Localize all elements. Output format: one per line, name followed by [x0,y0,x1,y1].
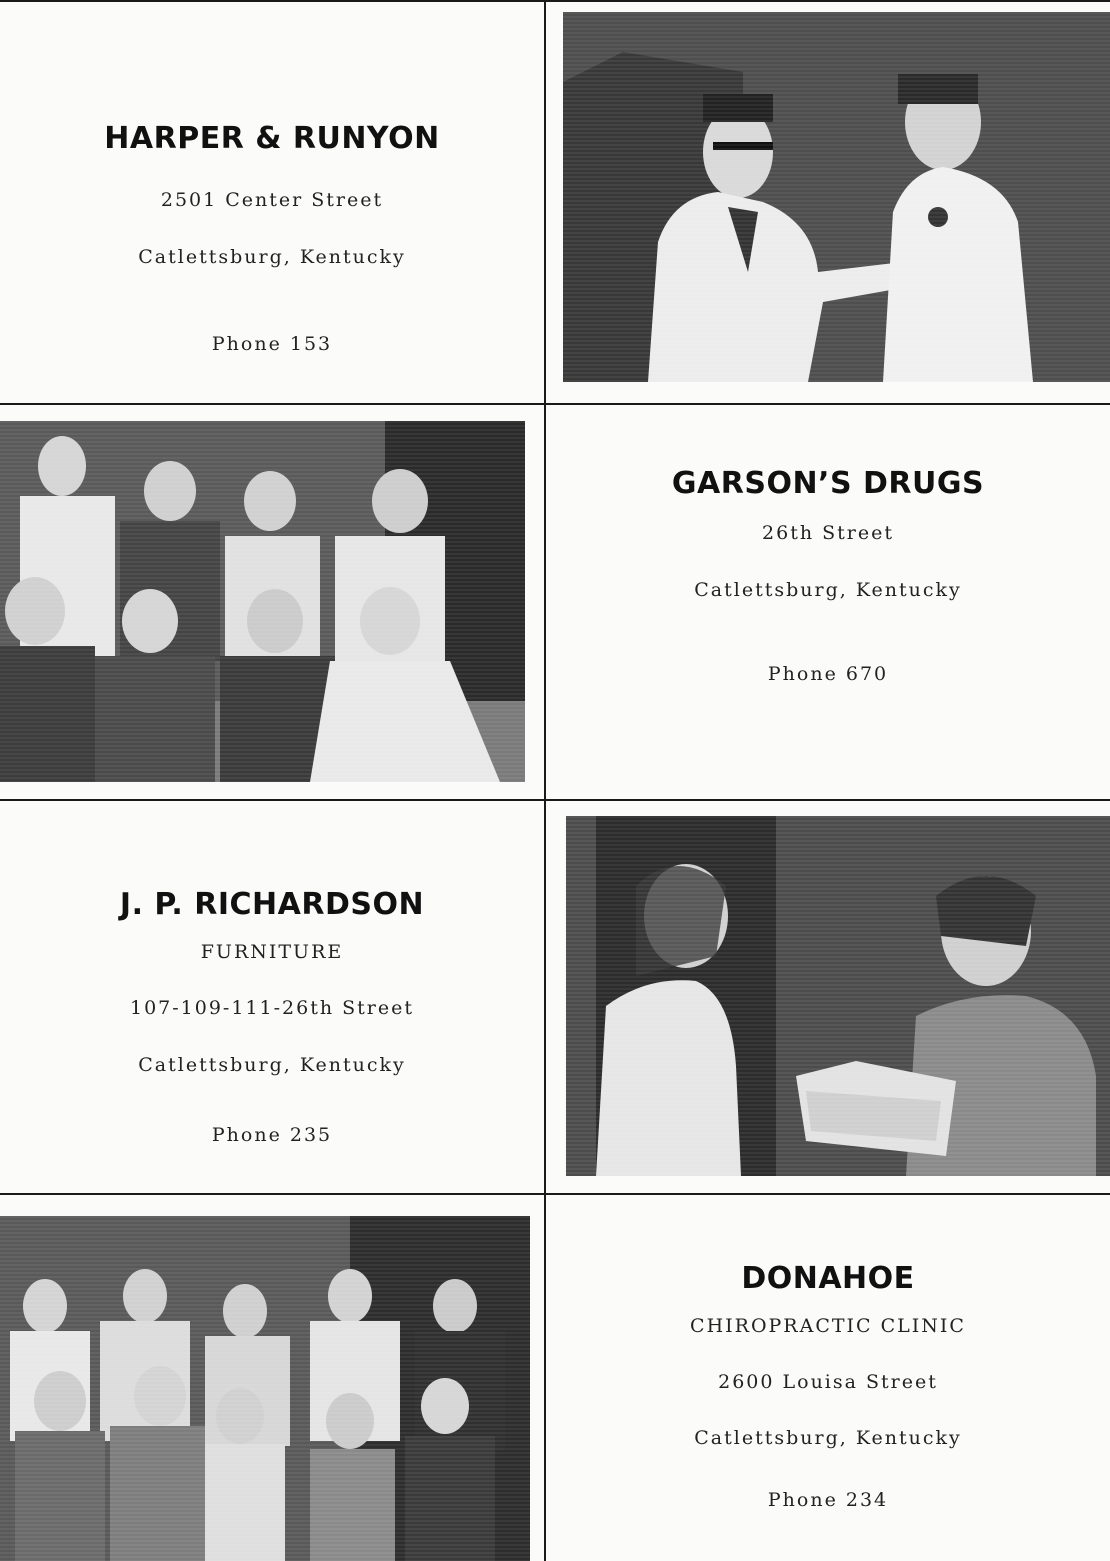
product-line: FURNITURE [200,941,344,963]
service-line: CHIROPRACTIC CLINIC [690,1315,966,1337]
ad-jp-richardson [0,801,544,1193]
photo-certificate [566,816,1110,1176]
ad-donahoe [546,1195,1110,1561]
business-name: DONAHOE [741,1261,915,1296]
phone-line: Phone 234 [767,1489,889,1511]
ad-harper-runyon [0,0,544,403]
address-line: 26th Street [762,522,894,544]
city-line: Catlettsburg, Kentucky [138,246,406,268]
city-line: Catlettsburg, Kentucky [138,1054,406,1076]
phone-line: Phone 235 [211,1124,333,1146]
photo-group-ten [0,1216,530,1561]
phone-line: Phone 153 [211,333,333,355]
address-line: 107-109-111-26th Street [129,997,414,1019]
business-name: HARPER & RUNYON [104,121,440,156]
address-line: 2600 Louisa Street [718,1371,938,1393]
city-line: Catlettsburg, Kentucky [694,1427,962,1449]
ad-garsons-drugs [546,405,1110,799]
city-line: Catlettsburg, Kentucky [694,579,962,601]
business-name: GARSON’S DRUGS [671,466,985,501]
photo-boutonniere [563,12,1110,382]
phone-line: Phone 670 [767,663,889,685]
address-line: 2501 Center Street [160,189,384,211]
photo-group-eight [0,421,525,782]
business-name: J. P. RICHARDSON [119,887,425,922]
